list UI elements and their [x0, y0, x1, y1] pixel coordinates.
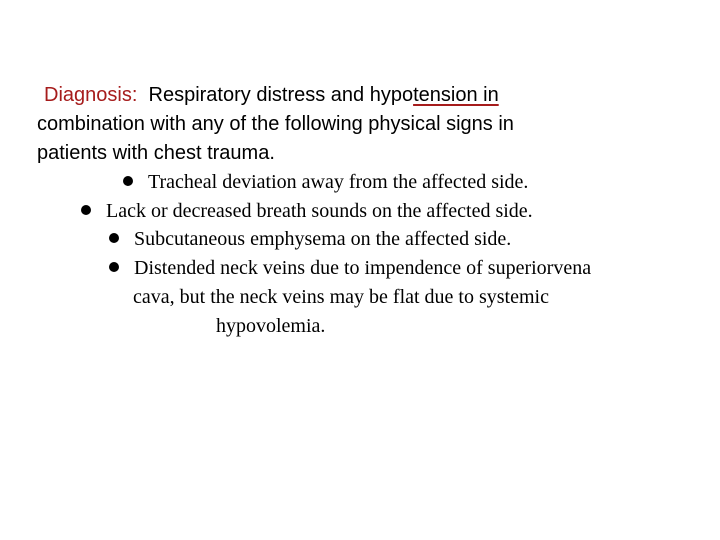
sign-item-1-text: Tracheal deviation away from the affected side. [148, 171, 529, 193]
bullet-dot-icon [109, 233, 119, 243]
bullet-dot-icon [109, 262, 119, 272]
sign-item-2 [81, 197, 533, 226]
sign-item-2-text: Lack or decreased breath sounds on the affected side. [106, 200, 533, 222]
bullet-dot-icon [123, 176, 133, 186]
sign-item-3 [109, 225, 511, 254]
sign-item-4 [109, 254, 591, 283]
sign-item-4-continuation-2: hypovolemia. [216, 315, 326, 337]
sign-item-1 [123, 168, 528, 197]
diagnosis-line-1 [44, 81, 499, 110]
diagnosis-intro-part1: Respiratory distress and hypo [148, 84, 414, 106]
diagnosis-line-3: patients with chest trauma. [37, 142, 275, 164]
sign-item-4-text: Distended neck veins due to impendence of superiorvena [134, 257, 592, 279]
diagnosis-label: Diagnosis: [44, 84, 138, 106]
diagnosis-intro-underlined: tension in [413, 84, 499, 106]
bullet-dot-icon [81, 205, 91, 215]
sign-item-4-continuation-1: cava, but the neck veins may be flat due to systemic [133, 286, 549, 308]
diagnosis-line-2: combination with any of the following physical signs in [37, 113, 514, 135]
sign-item-3-text: Subcutaneous emphysema on the affected side. [134, 228, 512, 250]
